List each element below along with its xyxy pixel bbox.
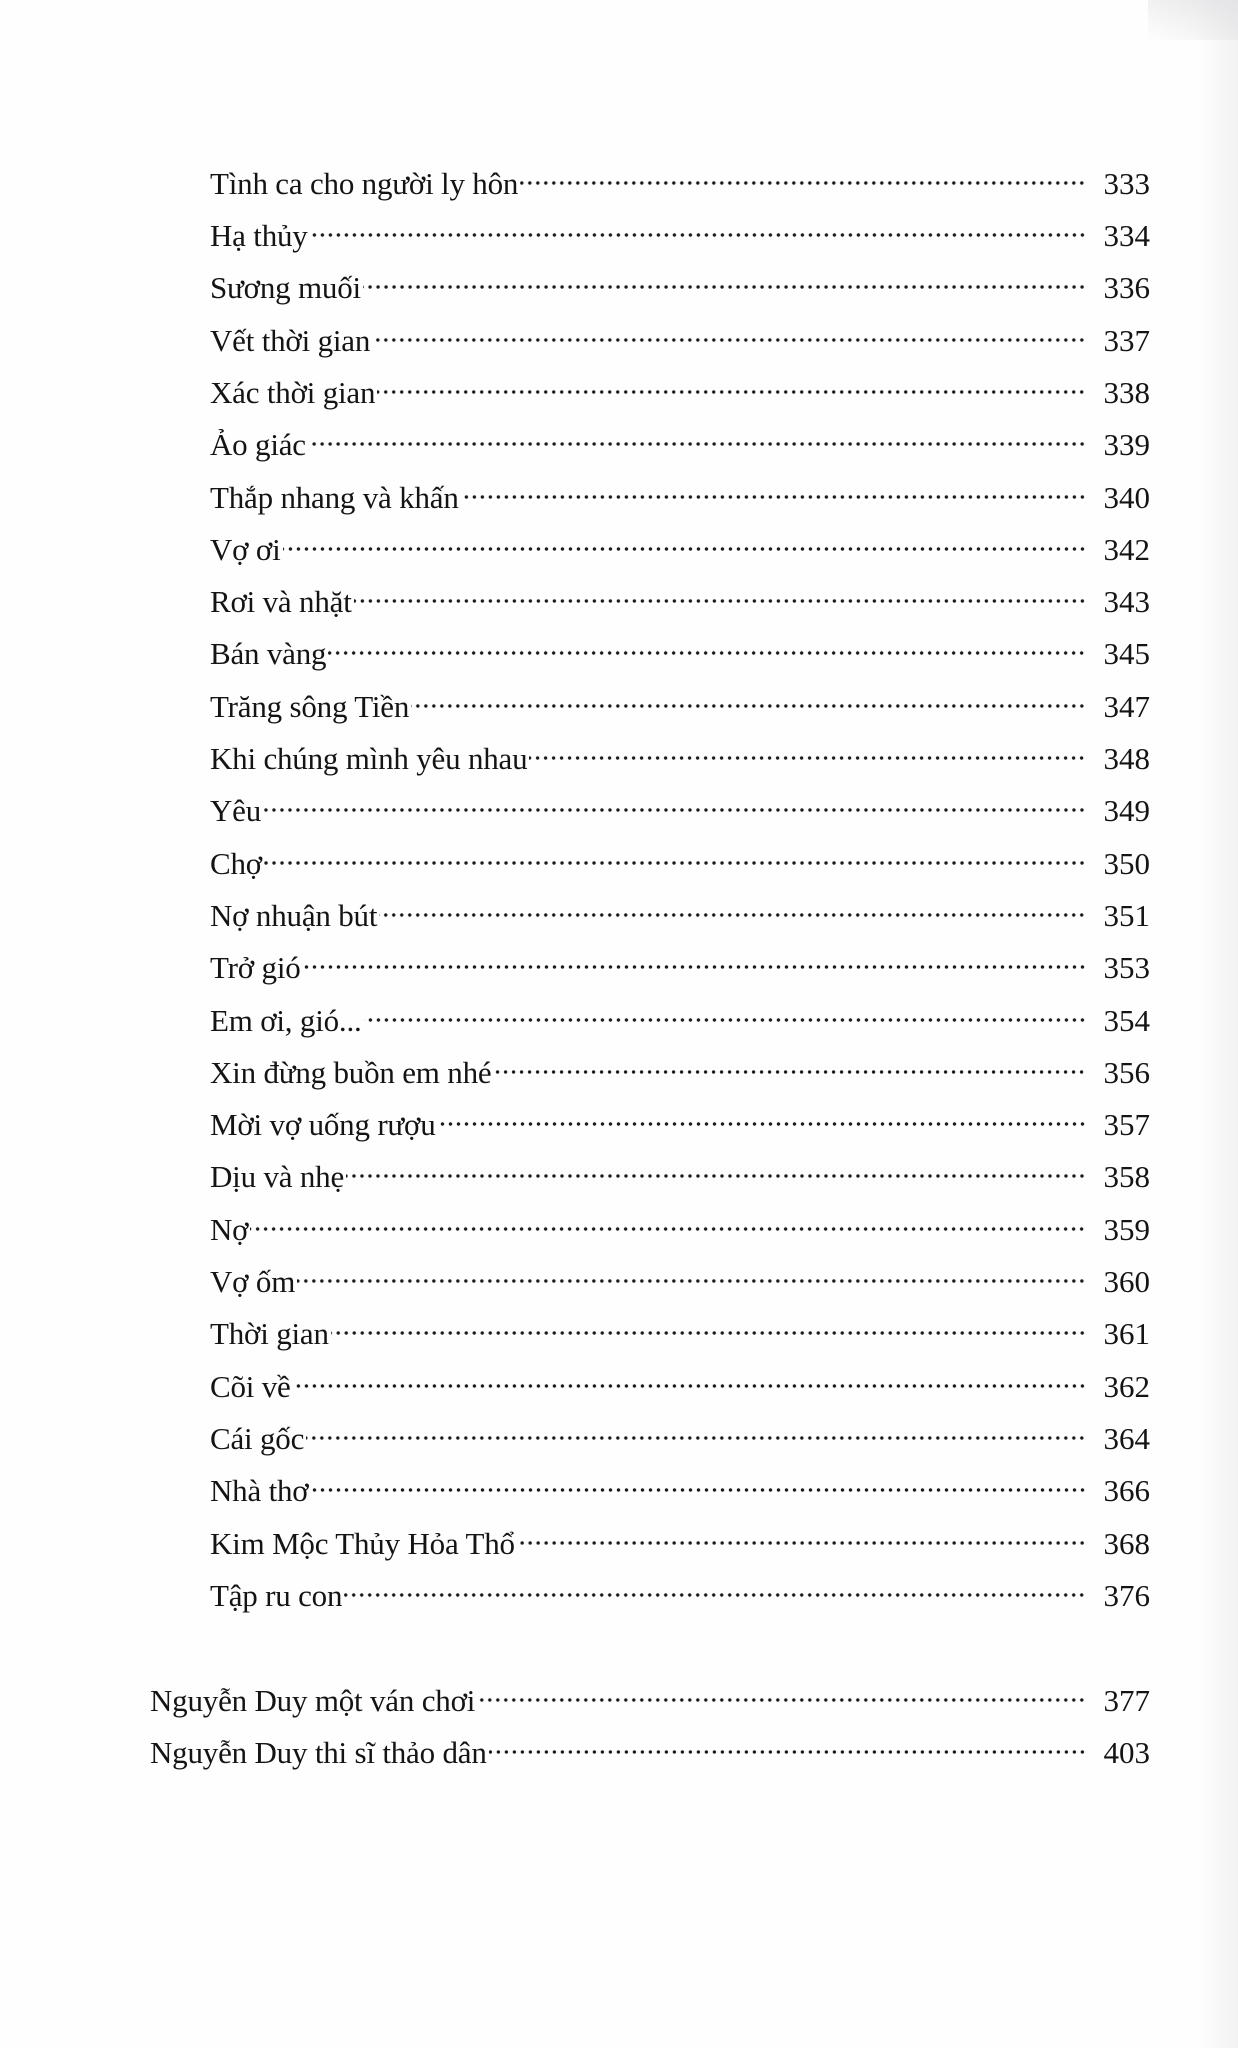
toc-entry-title: Em ơi, gió... bbox=[210, 1003, 362, 1038]
toc-entry bbox=[210, 620, 1150, 671]
dot-leader bbox=[263, 777, 1086, 821]
dot-leader bbox=[306, 1405, 1086, 1449]
toc-entry-page: 334 bbox=[1103, 218, 1150, 253]
toc-entry-page: 354 bbox=[1103, 1003, 1150, 1038]
toc-entry-title: Ảo giác bbox=[210, 427, 306, 462]
toc-entry bbox=[210, 1300, 1150, 1351]
toc-entry-title: Bán vàng bbox=[210, 636, 327, 671]
dot-leader bbox=[297, 1248, 1086, 1292]
dot-leader bbox=[363, 254, 1086, 298]
dot-leader bbox=[250, 1196, 1086, 1240]
toc-entry bbox=[210, 987, 1150, 1038]
toc-entry bbox=[210, 568, 1150, 619]
toc-entry-title: Hạ thủy bbox=[210, 218, 308, 253]
toc-entry-page: 336 bbox=[1103, 270, 1150, 305]
toc-entry-page: 364 bbox=[1103, 1421, 1150, 1456]
toc-entry-title: Nguyễn Duy một ván chơi bbox=[150, 1683, 476, 1718]
dot-leader bbox=[493, 1039, 1086, 1083]
toc-entry-title: Vợ ốm bbox=[210, 1264, 296, 1299]
toc-entry-page: 338 bbox=[1103, 375, 1150, 410]
page-corner-shadow bbox=[1148, 0, 1238, 40]
toc-entry bbox=[210, 934, 1150, 985]
toc-entry-title: Thời gian bbox=[210, 1316, 329, 1351]
dot-leader bbox=[477, 1667, 1086, 1711]
dot-leader bbox=[364, 987, 1086, 1031]
toc-entry bbox=[210, 150, 1150, 201]
toc-entry-page: 350 bbox=[1103, 846, 1150, 881]
toc-entry-page: 368 bbox=[1103, 1526, 1150, 1561]
toc-entry-page: 359 bbox=[1103, 1212, 1150, 1247]
toc-entry bbox=[210, 1039, 1150, 1090]
toc-entry-page: 361 bbox=[1103, 1316, 1150, 1351]
dot-leader bbox=[372, 307, 1086, 351]
toc-main-entry bbox=[150, 1719, 1150, 1770]
toc-main-entry bbox=[150, 1667, 1150, 1718]
toc-entry-page: 376 bbox=[1103, 1578, 1150, 1613]
toc-entry-page: 356 bbox=[1103, 1055, 1150, 1090]
toc-entry-page: 340 bbox=[1103, 480, 1150, 515]
toc-entry-title: Thắp nhang và khấn bbox=[210, 480, 459, 515]
toc-entry-title: Mời vợ uống rượu bbox=[210, 1107, 436, 1142]
dot-leader bbox=[283, 516, 1086, 560]
dot-leader bbox=[354, 568, 1086, 612]
toc-entry-page: 358 bbox=[1103, 1159, 1150, 1194]
toc-entry bbox=[210, 1353, 1150, 1404]
toc-entry-title: Nguyễn Duy thi sĩ thảo dân bbox=[150, 1735, 487, 1770]
dot-leader bbox=[379, 882, 1086, 926]
dot-leader bbox=[411, 673, 1086, 717]
toc-entry-page: 357 bbox=[1103, 1107, 1150, 1142]
page-edge-shadow bbox=[1198, 0, 1238, 2048]
toc-entry-page: 343 bbox=[1103, 584, 1150, 619]
toc-entry bbox=[210, 202, 1150, 253]
toc-entry-title: Dịu và nhẹ bbox=[210, 1159, 345, 1194]
toc-entry bbox=[210, 1562, 1150, 1613]
toc-entry-page: 345 bbox=[1103, 636, 1150, 671]
toc-entry-title: Trăng sông Tiền bbox=[210, 689, 410, 724]
dot-leader bbox=[303, 934, 1086, 978]
toc-entry bbox=[210, 1405, 1150, 1456]
toc-entry-page: 353 bbox=[1103, 950, 1150, 985]
toc-entry bbox=[210, 464, 1150, 515]
toc-entry bbox=[210, 307, 1150, 358]
toc-entry bbox=[210, 516, 1150, 567]
toc-entry bbox=[210, 359, 1150, 410]
toc-entry-page: 377 bbox=[1103, 1683, 1150, 1718]
toc-entry-title: Yêu bbox=[210, 793, 262, 828]
toc-entry-page: 360 bbox=[1103, 1264, 1150, 1299]
toc-entry-title: Cõi về bbox=[210, 1369, 291, 1404]
toc-entry-page: 342 bbox=[1103, 532, 1150, 567]
toc-entry-title: Chợ bbox=[210, 846, 262, 881]
toc-entry-page: 351 bbox=[1103, 898, 1150, 933]
toc-entry bbox=[210, 673, 1150, 724]
dot-leader bbox=[264, 830, 1086, 874]
toc-entry-title: Sương muối bbox=[210, 270, 361, 305]
toc-entry-title: Vợ ơi bbox=[210, 532, 281, 567]
dot-leader bbox=[461, 464, 1086, 508]
dot-leader bbox=[520, 150, 1086, 194]
dot-leader bbox=[438, 1091, 1086, 1135]
toc-entry-title: Kim Mộc Thủy Hỏa Thổ bbox=[210, 1526, 515, 1561]
dot-leader bbox=[529, 725, 1086, 769]
toc-entry-page: 339 bbox=[1103, 427, 1150, 462]
toc-entry bbox=[210, 1248, 1150, 1299]
dot-leader bbox=[328, 620, 1086, 664]
toc-entry-title: Nhà thơ bbox=[210, 1473, 309, 1508]
dot-leader bbox=[293, 1353, 1086, 1397]
toc-entry-title: Vết thời gian bbox=[210, 323, 371, 358]
toc-entry-page: 366 bbox=[1103, 1473, 1150, 1508]
dot-leader bbox=[489, 1719, 1086, 1763]
toc-entry bbox=[210, 882, 1150, 933]
toc-entry-page: 337 bbox=[1103, 323, 1150, 358]
toc-entry bbox=[210, 254, 1150, 305]
toc-entry-title: Cái gốc bbox=[210, 1421, 305, 1456]
dot-leader bbox=[311, 1457, 1086, 1501]
dot-leader bbox=[346, 1143, 1086, 1187]
toc-entry-title: Tập ru con bbox=[210, 1578, 343, 1613]
toc-entry-page: 349 bbox=[1103, 793, 1150, 828]
toc-entry-title: Khi chúng mình yêu nhau bbox=[210, 741, 528, 776]
dot-leader bbox=[308, 411, 1086, 455]
toc-entry-page: 362 bbox=[1103, 1369, 1150, 1404]
dot-leader bbox=[517, 1510, 1086, 1554]
toc-entry-page: 333 bbox=[1103, 166, 1150, 201]
toc-entry-title: Rơi và nhặt bbox=[210, 584, 352, 619]
toc-entry bbox=[210, 1457, 1150, 1508]
toc-entry bbox=[210, 411, 1150, 462]
toc-entry bbox=[210, 830, 1150, 881]
toc-entry-title: Xác thời gian bbox=[210, 375, 376, 410]
toc-entry-title: Trở gió bbox=[210, 950, 301, 985]
dot-leader bbox=[331, 1300, 1086, 1344]
toc-entry bbox=[210, 1196, 1150, 1247]
toc-entry bbox=[210, 725, 1150, 776]
toc-entry-title: Xin đừng buồn em nhé bbox=[210, 1055, 492, 1090]
dot-leader bbox=[344, 1562, 1086, 1606]
toc-entry-page: 347 bbox=[1103, 689, 1150, 724]
toc-entry-title: Tình ca cho người ly hôn bbox=[210, 166, 519, 201]
toc-entry-page: 348 bbox=[1103, 741, 1150, 776]
dot-leader bbox=[310, 202, 1086, 246]
toc-entry-page: 403 bbox=[1103, 1735, 1150, 1770]
toc-entry-title: Nợ nhuận bút bbox=[210, 898, 378, 933]
toc-entry bbox=[210, 1091, 1150, 1142]
dot-leader bbox=[377, 359, 1086, 403]
toc-entry-title: Nợ bbox=[210, 1212, 249, 1247]
toc-entry bbox=[210, 777, 1150, 828]
toc-entry bbox=[210, 1510, 1150, 1561]
toc-entry bbox=[210, 1143, 1150, 1194]
